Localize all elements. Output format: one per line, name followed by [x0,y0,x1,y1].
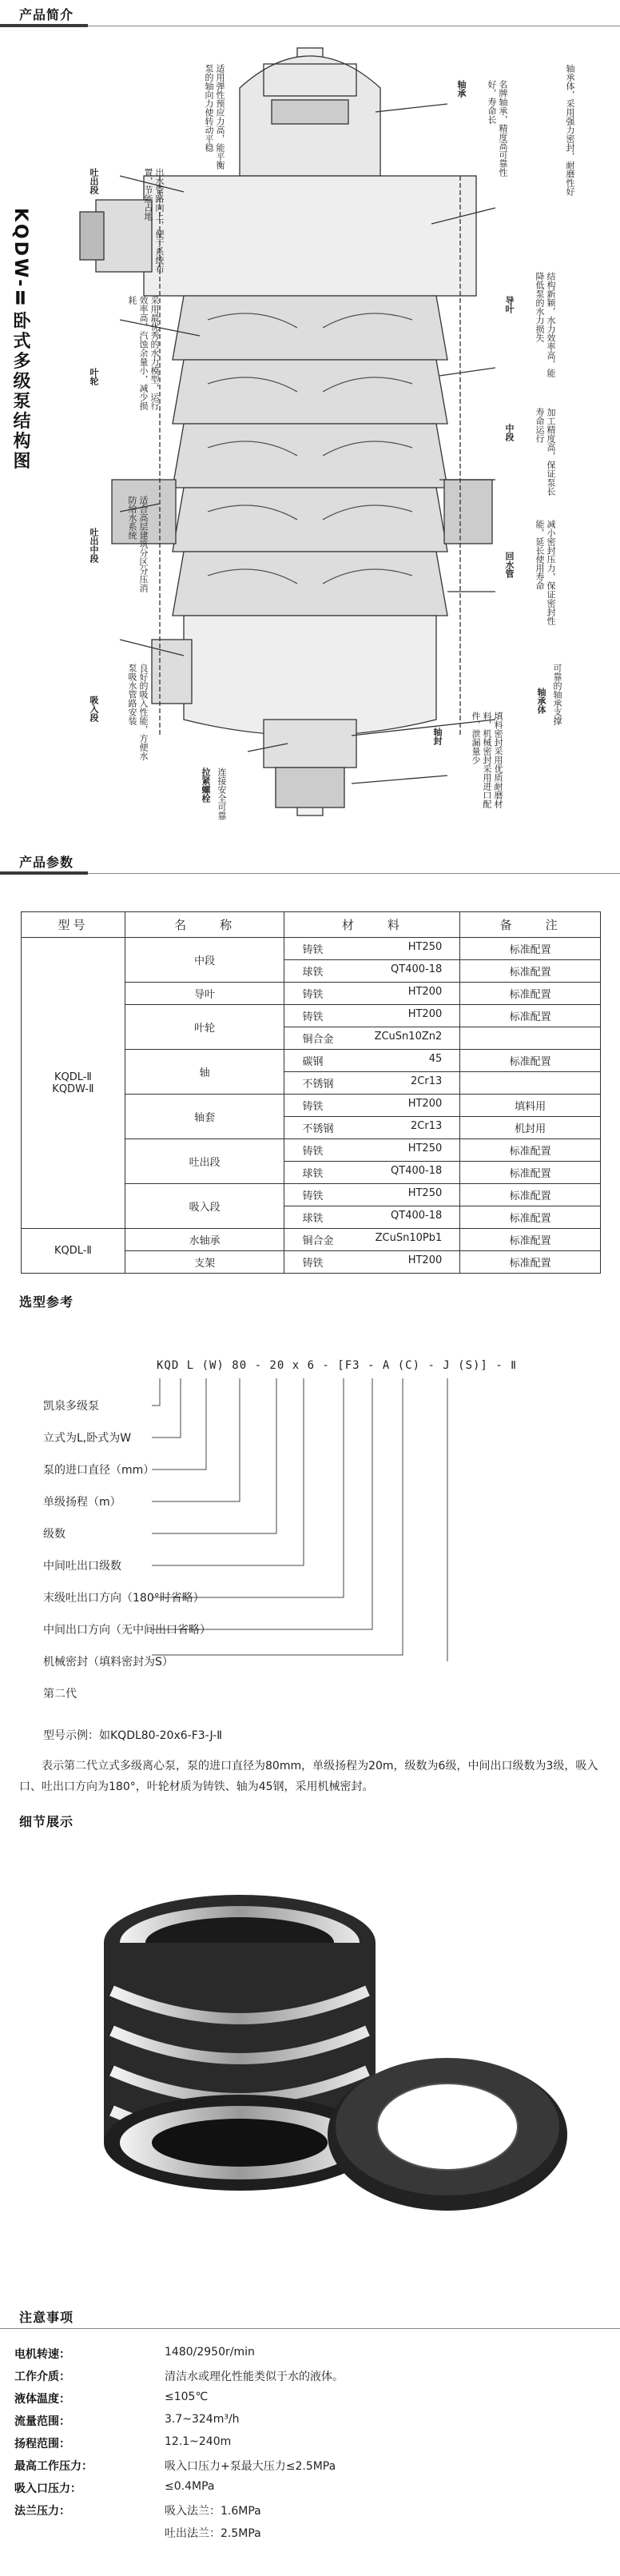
material-type: 球铁 [302,967,324,979]
cell-name: 导叶 [125,983,284,1005]
section-header-params [0,847,620,879]
section-header-selection [0,1287,620,1319]
cell-note: 标准配置 [460,1229,601,1251]
cell-note [460,1027,601,1050]
material-grade: HT200 [407,986,443,998]
label-bearing-desc: 名牌轴承，精度高可靠性好，寿命长 [487,80,508,177]
model-code: KQD L (W) 80 - 20 x 6 - [F3 - A (C) - J (S)] - Ⅱ [157,1359,518,1372]
cell-name: 吸入段 [125,1184,284,1229]
cell-note: 机封用 [460,1117,601,1139]
note-head-range [14,2435,231,2451]
label-name: 吐出中段 [89,528,99,563]
note-key: 最高工作压力： [14,2460,93,2473]
material-grade: 45 [428,1053,443,1065]
table-header-row [22,912,601,938]
label-mid-outlet [88,528,99,624]
note-key: 流量范围： [14,2415,70,2428]
cell-model: KQDL-Ⅱ [22,1229,125,1274]
cell-material [284,1184,460,1206]
code-label-brand: 凯泉多级泵 [43,1400,99,1413]
cell-material [284,1005,460,1027]
code-label-orientation: 立式为L,卧式为W [43,1432,132,1445]
label-shaft-seal-desc: 填料密封采用优质耐磨材料，机械密封采用进口配件，泄漏量少 [471,712,503,808]
section-header-notes [0,2303,620,2335]
material-grade: QT400-18 [391,1165,443,1177]
note-key: 扬程范围： [14,2438,70,2450]
note-value: ≤105℃ [165,2391,209,2403]
cell-material [284,983,460,1005]
code-label-seal: 机械密封（填料密封为S） [43,1656,173,1669]
note-max-pressure [14,2458,336,2474]
material-grade: ZCuSn10Zn2 [374,1031,443,1043]
cell-material [284,1095,460,1117]
label-suction-desc: 良好的吸入性能，方便水泵吸水管路安装 [127,664,149,760]
cell-note: 标准配置 [460,983,601,1005]
cell-note: 标准配置 [460,1251,601,1274]
divider-accent [0,871,88,875]
cell-note [460,1072,601,1095]
material-type: 铸铁 [302,989,324,1001]
note-value: ≤0.4MPa [165,2480,215,2493]
header-note: 备 注 [460,912,601,938]
label-name: 轴承 [456,80,467,98]
note-value: 清洁水或理化性能类似于水的液体。 [165,2371,344,2383]
material-grade: HT200 [407,1254,443,1266]
mechanical-seal-image [0,1847,620,2247]
label-guide-vane [503,296,515,344]
material-grade: 2Cr13 [411,1120,443,1132]
note-value: 吸入口压力+泵最大压力≤2.5MPa [165,2460,336,2473]
header-name: 名 称 [125,912,284,938]
cell-material [284,1072,460,1095]
cell-note: 标准配置 [460,960,601,983]
cell-note: 标准配置 [460,1139,601,1162]
material-type: 铸铁 [302,1146,324,1158]
label-tie-bolt [200,768,211,831]
cell-material [284,1117,460,1139]
note-key: 电机转速： [14,2348,70,2361]
seal-ring [328,2058,567,2211]
label-suction [88,696,99,776]
divider-accent [0,24,88,27]
label-outlet-section [88,168,99,312]
cell-material [284,1162,460,1184]
section-title: 产品简介 [19,7,74,22]
cell-model: KQDL-Ⅱ KQDW-Ⅱ [22,938,125,1229]
material-type: 铜合金 [302,1034,334,1046]
cell-material [284,938,460,960]
label-name: 叶轮 [89,368,99,385]
section-header-intro [0,0,620,32]
params-table [21,911,601,1274]
cell-name: 中段 [125,938,284,983]
label-impeller [88,368,99,464]
cell-name: 水轴承 [125,1229,284,1251]
code-label-stages: 级数 [43,1528,66,1541]
material-type: 碳钢 [302,1056,324,1068]
section-title: 产品参数 [19,855,74,870]
label-name: 轴封 [432,728,443,745]
material-grade: HT200 [407,1098,443,1110]
cell-note: 标准配置 [460,1005,601,1027]
label-bearing-body-desc: 可靠的轴承支撑 [552,664,562,725]
material-type: 铜合金 [302,1235,334,1247]
note-key: 液体温度： [14,2393,70,2406]
cell-name: 轴 [125,1050,284,1095]
label-bearing [455,80,467,144]
note-temperature [14,2391,208,2407]
label-shaft-seal [431,728,443,768]
cell-note: 填料用 [460,1095,601,1117]
material-grade: QT400-18 [391,963,443,975]
label-return-pipe [503,552,515,608]
material-type: 铸铁 [302,1258,324,1270]
header-material: 材 料 [284,912,460,938]
material-type: 铸铁 [302,1101,324,1113]
section-title: 注意事项 [19,2310,74,2325]
cell-name: 支架 [125,1251,284,1274]
material-grade: HT200 [407,1008,443,1020]
cell-note: 标准配置 [460,938,601,960]
diagram-title: KQDW-Ⅱ卧式多级泵结构图 [10,208,30,472]
material-type: 不锈钢 [302,1123,334,1135]
pump-structure-diagram [0,32,620,831]
label-name: 回水管 [504,552,515,578]
material-type: 铸铁 [302,944,324,956]
material-grade: HT250 [407,1187,443,1199]
label-return-pipe-desc: 减小密封压力，保证密封性能，延长使用寿命 [535,520,556,625]
label-outlet-desc: 出水管路向上，便于系统布置，节能占地 [143,168,165,273]
note-key: 工作介质： [14,2371,70,2383]
material-type: 不锈钢 [302,1079,334,1091]
label-impeller-desc: 采用最优秀的水力模型，运行效率高，汽蚀余量小，减少损耗 [127,296,160,410]
cell-material [284,1206,460,1229]
model-example: 型号示例：如KQDL80-20x6-F3-J-Ⅱ [43,1729,223,1742]
label-middle-section-desc: 加工精度高，保证泵长寿命运行 [535,408,556,496]
code-label-mid-outlet-stage: 中间吐出口级数 [43,1560,121,1573]
material-type: 球铁 [302,1168,324,1180]
section-header-detail [0,1807,620,1839]
cell-note: 标准配置 [460,1162,601,1184]
cell-note: 标准配置 [460,1050,601,1072]
note-key: 吸入口压力： [14,2482,81,2495]
label-housing-desc: 轴承体，采用强力密封，耐磨性好 [565,64,575,196]
note-flange-outlet [14,2525,261,2541]
header-model: 型号 [22,912,125,938]
model-code-brackets [0,1375,620,1663]
section-title: 选型参考 [19,1294,74,1310]
label-name: 吸入段 [89,696,99,722]
note-motor-speed [14,2346,255,2362]
cell-note: 标准配置 [460,1184,601,1206]
cell-name: 轴套 [125,1095,284,1139]
label-bearing-body [535,688,546,736]
label-name: 轴承体 [536,688,546,714]
note-flange-pressure [14,2502,261,2518]
note-medium [14,2368,344,2384]
label-name: 导叶 [504,296,515,313]
note-key [14,2525,165,2541]
cell-material [284,1050,460,1072]
material-grade: QT400-18 [391,1210,443,1222]
note-value: 吐出法兰：2.5MPa [165,2527,261,2540]
model-description: 表示第二代立式多级离心泵，泵的进口直径为80mm，单级扬程为20m，级数为6级，中间出口级数为3级，吸入口、吐出口方向为180°，叶轮材质为铸铁、轴为45钢，采用机械密封。 [19,1760,598,1793]
note-value: 1480/2950r/min [165,2346,255,2359]
table-row [22,938,601,960]
material-type: 铸铁 [302,1190,324,1202]
label-name: 吐出段 [89,168,99,194]
cell-note: 标准配置 [460,1206,601,1229]
divider [0,873,620,874]
material-grade: HT250 [407,941,443,953]
code-label-stage-head: 单级扬程（m） [43,1496,121,1509]
cell-name: 叶轮 [125,1005,284,1050]
code-label-last-outlet-dir: 末级吐出口方向（180°时省略） [43,1592,205,1605]
cell-material [284,1251,460,1274]
divider [0,2328,620,2329]
cell-material [284,1229,460,1251]
label-name: 中段 [504,424,515,441]
material-grade: 2Cr13 [411,1075,443,1087]
code-label-generation: 第二代 [43,1688,77,1701]
material-grade: ZCuSn10Pb1 [375,1232,443,1244]
note-suction-pressure [14,2480,214,2496]
section-title: 细节展示 [19,1814,74,1829]
note-value: 吸入法兰：1.6MPa [165,2505,261,2518]
cell-material [284,1027,460,1050]
cell-material [284,1139,460,1162]
table-row [22,1229,601,1251]
cell-name: 吐出段 [125,1139,284,1184]
material-type: 球铁 [302,1213,324,1225]
material-grade: HT250 [407,1142,443,1154]
label-guide-vane-desc: 结构新颖，水力效率高，能降低泵的水力损失 [535,272,556,377]
code-label-inlet-diameter: 泵的进口直径（mm） [43,1464,155,1477]
note-key: 法兰压力： [14,2505,70,2518]
note-value: 12.1~240m [165,2435,232,2448]
code-label-mid-outlet-dir: 中间出口方向（无中间出口省略） [43,1624,211,1637]
label-tie-bolt-desc: 连接安全可靠 [217,768,227,820]
label-middle-section [503,424,515,472]
note-value: 3.7~324m³/h [165,2413,240,2426]
material-type: 铸铁 [302,1011,324,1023]
note-flow-range [14,2413,240,2429]
label-balance-desc: 适用弹性预应力高，能平衡泵的轴向力使转动平稳 [204,64,225,169]
label-name: 拉紧螺栓 [201,768,211,803]
label-mid-outlet-desc: 适合高层建筑分区分压消防给水系统 [127,496,149,592]
cell-material [284,960,460,983]
